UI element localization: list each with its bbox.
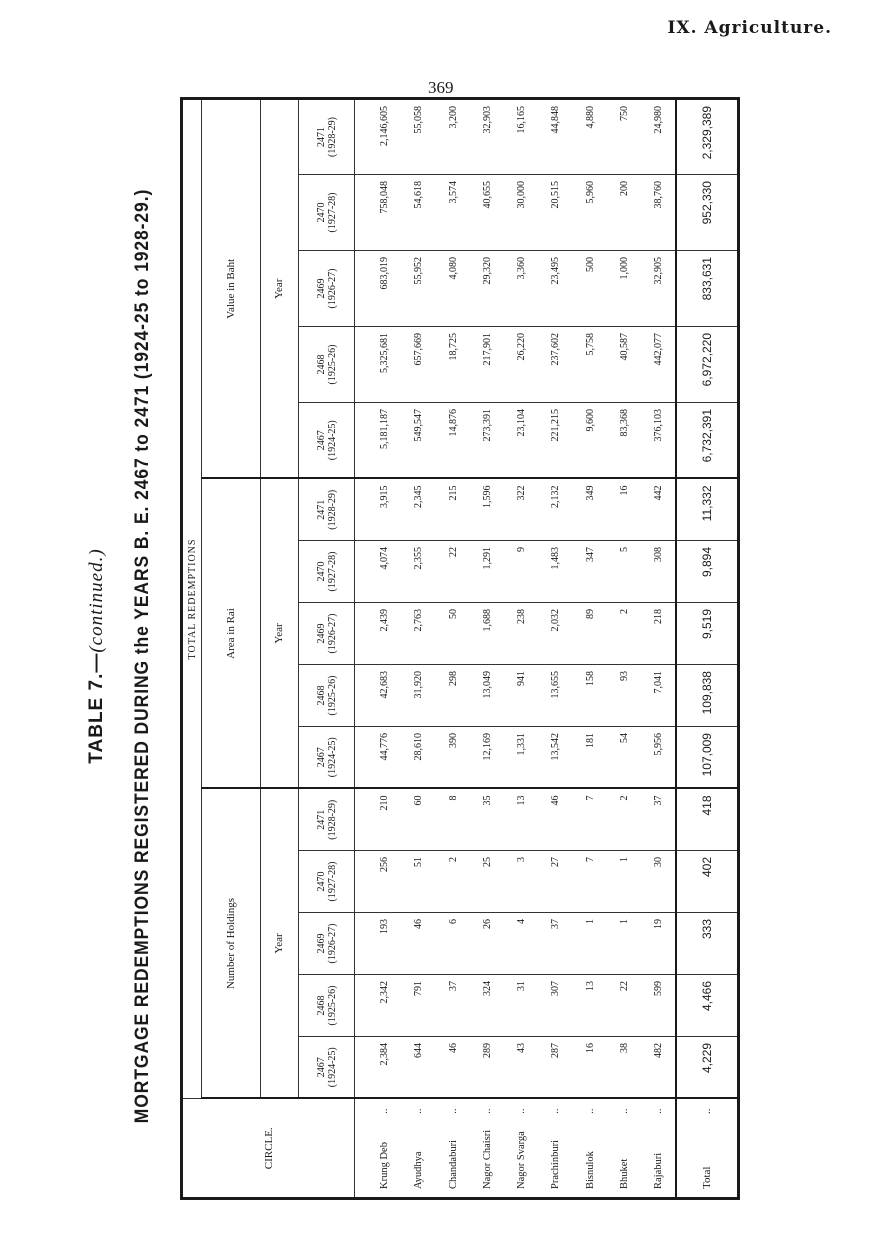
- total-holdings: 4,466: [676, 975, 739, 1037]
- value-cell: 217,901: [470, 327, 504, 403]
- value-cell: 16,165: [505, 98, 539, 174]
- table-title: [86, 112, 108, 1200]
- area-cell: 5: [607, 541, 641, 603]
- year-col: 2470 (1927-28): [298, 851, 354, 913]
- area-cell: 349: [573, 479, 607, 541]
- year-col: 2468 (1925-26): [298, 665, 354, 727]
- holdings-cell: 25: [470, 851, 504, 913]
- value-cell: 2,146,605: [368, 98, 402, 174]
- value-cell: 20,515: [539, 175, 573, 251]
- value-cell: 3,200: [436, 98, 470, 174]
- holdings-cell: 644: [402, 1037, 436, 1099]
- group-holdings-header: Number of Holdings: [202, 789, 260, 1099]
- holdings-cell: 38: [607, 1037, 641, 1099]
- value-cell: 657,669: [402, 327, 436, 403]
- circle-name: Bhuket ..: [607, 1099, 641, 1199]
- value-cell: 750: [607, 98, 641, 174]
- year-col: 2471 (1928-29): [298, 479, 354, 541]
- value-cell: 55,952: [402, 251, 436, 327]
- holdings-cell: 289: [470, 1037, 504, 1099]
- area-cell: 12,169: [470, 727, 504, 789]
- holdings-cell: 6: [436, 913, 470, 975]
- value-cell: 442,077: [642, 327, 676, 403]
- table-row: [573, 98, 607, 1198]
- value-cell: 32,905: [642, 251, 676, 327]
- holdings-cell: 287: [539, 1037, 573, 1099]
- year-header-holdings: Year: [260, 789, 298, 1099]
- value-cell: 23,495: [539, 251, 573, 327]
- holdings-cell: 2: [436, 851, 470, 913]
- circle-name: Krung Deb ..: [368, 1099, 402, 1199]
- holdings-cell: 210: [368, 789, 402, 851]
- holdings-cell: 16: [573, 1037, 607, 1099]
- total-value: 952,330: [676, 175, 739, 251]
- holdings-cell: 35: [470, 789, 504, 851]
- area-cell: 13,655: [539, 665, 573, 727]
- area-cell: 1,596: [470, 479, 504, 541]
- circle-name: Ayudhya ..: [402, 1099, 436, 1199]
- area-cell: 308: [642, 541, 676, 603]
- value-cell: 26,220: [505, 327, 539, 403]
- total-area: 107,009: [676, 727, 739, 789]
- year-col: 2467 (1924-25): [298, 727, 354, 789]
- holdings-cell: 1: [607, 851, 641, 913]
- circle-name: Nagor Chaisri ..: [470, 1099, 504, 1199]
- holdings-cell: 2: [607, 789, 641, 851]
- value-cell: 38,760: [642, 175, 676, 251]
- holdings-cell: 3: [505, 851, 539, 913]
- table-row: [505, 98, 539, 1198]
- total-holdings: 418: [676, 789, 739, 851]
- value-cell: 4,880: [573, 98, 607, 174]
- holdings-cell: 37: [539, 913, 573, 975]
- holdings-cell: 1: [573, 913, 607, 975]
- value-cell: 9,600: [573, 403, 607, 479]
- table-subtitle: MORTGAGE REDEMPTIONS REGISTERED DURING the YEARS B. E. 2467 to 2471 (1924-25 to 1928-29.): [132, 188, 153, 1124]
- area-cell: 2,439: [368, 603, 402, 665]
- area-cell: 1,688: [470, 603, 504, 665]
- year-col: 2467 (1924-25): [298, 403, 354, 479]
- area-cell: 5,956: [642, 727, 676, 789]
- area-cell: 31,920: [402, 665, 436, 727]
- mortgage-redemptions-table: [180, 97, 740, 1200]
- holdings-cell: 22: [607, 975, 641, 1037]
- value-cell: 1,000: [607, 251, 641, 327]
- holdings-cell: 43: [505, 1037, 539, 1099]
- value-cell: 18,725: [436, 327, 470, 403]
- value-cell: 3,574: [436, 175, 470, 251]
- area-cell: 13,049: [470, 665, 504, 727]
- area-cell: 2,345: [402, 479, 436, 541]
- table-row: [539, 98, 573, 1198]
- area-cell: 322: [505, 479, 539, 541]
- area-cell: 298: [436, 665, 470, 727]
- holdings-cell: 482: [642, 1037, 676, 1099]
- area-cell: 218: [642, 603, 676, 665]
- area-cell: 347: [573, 541, 607, 603]
- year-col: 2470 (1927-28): [298, 175, 354, 251]
- holdings-cell: 46: [402, 913, 436, 975]
- area-cell: 941: [505, 665, 539, 727]
- holdings-cell: 7: [573, 851, 607, 913]
- page-number: 369: [428, 78, 454, 97]
- total-area: 109,838: [676, 665, 739, 727]
- value-cell: 376,103: [642, 403, 676, 479]
- holdings-cell: 13: [573, 975, 607, 1037]
- area-cell: 215: [436, 479, 470, 541]
- table-row: [402, 98, 436, 1198]
- circle-name: Nagor Svarga ..: [505, 1099, 539, 1199]
- area-cell: 390: [436, 727, 470, 789]
- year-col: 2468 (1925-26): [298, 327, 354, 403]
- area-cell: 9: [505, 541, 539, 603]
- area-cell: 7,041: [642, 665, 676, 727]
- holdings-cell: 51: [402, 851, 436, 913]
- area-cell: 3,915: [368, 479, 402, 541]
- table-row: [642, 98, 676, 1198]
- table-body: [368, 98, 676, 1198]
- value-cell: 5,325,681: [368, 327, 402, 403]
- total-label: Total ..: [676, 1099, 739, 1199]
- total-area: 11,332: [676, 479, 739, 541]
- year-col: 2471 (1928-29): [298, 789, 354, 851]
- value-cell: 44,848: [539, 98, 573, 174]
- year-col: 2467 (1924-25): [298, 1037, 354, 1099]
- value-cell: 24,980: [642, 98, 676, 174]
- area-cell: 16: [607, 479, 641, 541]
- year-col: 2469 (1926-27): [298, 251, 354, 327]
- year-col: 2468 (1925-26): [298, 975, 354, 1037]
- holdings-cell: 324: [470, 975, 504, 1037]
- total-row: [676, 98, 739, 1198]
- holdings-cell: 256: [368, 851, 402, 913]
- table-row: [470, 98, 504, 1198]
- area-cell: 1,291: [470, 541, 504, 603]
- value-cell: 549,547: [402, 403, 436, 479]
- area-cell: 1,331: [505, 727, 539, 789]
- value-cell: 23,104: [505, 403, 539, 479]
- total-value: 833,631: [676, 251, 739, 327]
- circle-name: Bisnulok ..: [573, 1099, 607, 1199]
- year-col: 2471 (1928-29): [298, 98, 354, 174]
- area-cell: 158: [573, 665, 607, 727]
- total-area: 9,894: [676, 541, 739, 603]
- area-cell: 442: [642, 479, 676, 541]
- circle-name: Prachinburi ..: [539, 1099, 573, 1199]
- table-row: [368, 98, 402, 1198]
- year-header-value: Year: [260, 98, 298, 478]
- value-cell: 273,391: [470, 403, 504, 479]
- area-cell: 28,610: [402, 727, 436, 789]
- area-cell: 2,763: [402, 603, 436, 665]
- year-columns-row: [298, 98, 354, 1198]
- area-cell: 2,032: [539, 603, 573, 665]
- area-cell: 1,483: [539, 541, 573, 603]
- section-header: IX. Agriculture.: [667, 18, 832, 38]
- holdings-cell: 599: [642, 975, 676, 1037]
- table-row: [607, 98, 641, 1198]
- table-title-continued: (continued.): [86, 548, 107, 653]
- holdings-cell: 27: [539, 851, 573, 913]
- value-cell: 83,368: [607, 403, 641, 479]
- circle-header: CIRCLE.: [182, 1099, 355, 1199]
- holdings-cell: 307: [539, 975, 573, 1037]
- area-cell: 13,542: [539, 727, 573, 789]
- value-cell: 40,655: [470, 175, 504, 251]
- value-cell: 500: [573, 251, 607, 327]
- area-cell: 50: [436, 603, 470, 665]
- holdings-cell: 8: [436, 789, 470, 851]
- area-cell: 2,355: [402, 541, 436, 603]
- total-holdings: 333: [676, 913, 739, 975]
- holdings-cell: 26: [470, 913, 504, 975]
- holdings-cell: 31: [505, 975, 539, 1037]
- rotated-table-frame: [86, 105, 740, 1200]
- table-row: [436, 98, 470, 1198]
- value-cell: 14,876: [436, 403, 470, 479]
- value-cell: 683,019: [368, 251, 402, 327]
- holdings-cell: 2,384: [368, 1037, 402, 1099]
- holdings-cell: 30: [642, 851, 676, 913]
- circle-name: Rajaburi ..: [642, 1099, 676, 1199]
- value-cell: 30,000: [505, 175, 539, 251]
- holdings-cell: 19: [642, 913, 676, 975]
- area-cell: 54: [607, 727, 641, 789]
- value-cell: 221,215: [539, 403, 573, 479]
- holdings-cell: 193: [368, 913, 402, 975]
- holdings-cell: 60: [402, 789, 436, 851]
- year-header-area: Year: [260, 479, 298, 789]
- area-cell: 4,074: [368, 541, 402, 603]
- area-cell: 44,776: [368, 727, 402, 789]
- total-holdings: 402: [676, 851, 739, 913]
- total-area: 9,519: [676, 603, 739, 665]
- area-cell: 89: [573, 603, 607, 665]
- holdings-cell: 7: [573, 789, 607, 851]
- value-cell: 55,058: [402, 98, 436, 174]
- area-cell: 42,683: [368, 665, 402, 727]
- area-cell: 181: [573, 727, 607, 789]
- area-cell: 2: [607, 603, 641, 665]
- total-holdings: 4,229: [676, 1037, 739, 1099]
- area-cell: 93: [607, 665, 641, 727]
- holdings-cell: 13: [505, 789, 539, 851]
- area-cell: 2,132: [539, 479, 573, 541]
- value-cell: 5,181,187: [368, 403, 402, 479]
- area-cell: 238: [505, 603, 539, 665]
- total-value: 6,732,391: [676, 403, 739, 479]
- group-area-header: Area in Rai: [202, 479, 260, 789]
- holdings-cell: 37: [642, 789, 676, 851]
- area-cell: 22: [436, 541, 470, 603]
- holdings-cell: 37: [436, 975, 470, 1037]
- circle-name: Chandaburi ..: [436, 1099, 470, 1199]
- value-cell: 4,080: [436, 251, 470, 327]
- value-cell: 237,602: [539, 327, 573, 403]
- value-cell: 200: [607, 175, 641, 251]
- total-redemptions-header: TOTAL REDEMPTIONS: [182, 98, 202, 1098]
- value-cell: 54,618: [402, 175, 436, 251]
- value-cell: 5,758: [573, 327, 607, 403]
- total-value: 6,972,220: [676, 327, 739, 403]
- group-value-header: Value in Baht: [202, 98, 260, 478]
- value-cell: 32,903: [470, 98, 504, 174]
- year-col: 2469 (1926-27): [298, 603, 354, 665]
- year-col: 2469 (1926-27): [298, 913, 354, 975]
- table-titles: [78, 112, 174, 1200]
- holdings-cell: 46: [436, 1037, 470, 1099]
- year-col: 2470 (1927-28): [298, 541, 354, 603]
- value-cell: 40,587: [607, 327, 641, 403]
- value-cell: 3,360: [505, 251, 539, 327]
- value-cell: 5,960: [573, 175, 607, 251]
- holdings-cell: 791: [402, 975, 436, 1037]
- value-cell: 29,320: [470, 251, 504, 327]
- value-cell: 758,048: [368, 175, 402, 251]
- holdings-cell: 2,342: [368, 975, 402, 1037]
- spacer-row: [355, 98, 368, 1198]
- holdings-cell: 4: [505, 913, 539, 975]
- holdings-cell: 1: [607, 913, 641, 975]
- table-title-text: TABLE 7.—: [86, 652, 107, 764]
- total-value: 2,329,389: [676, 98, 739, 174]
- holdings-cell: 46: [539, 789, 573, 851]
